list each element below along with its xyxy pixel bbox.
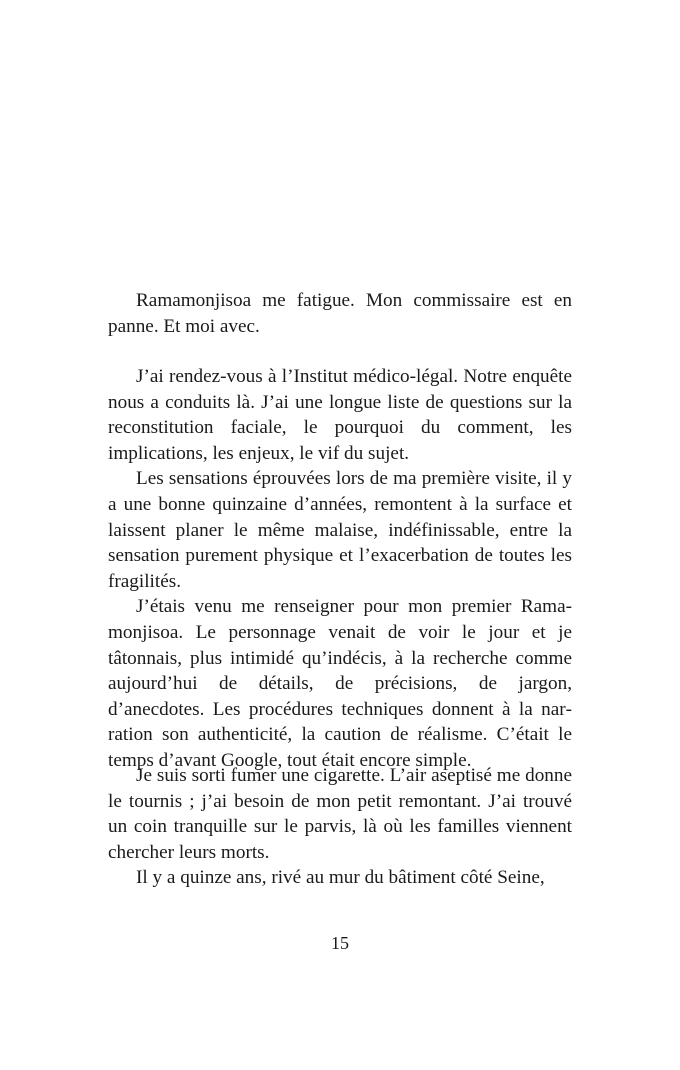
paragraph: J’ai rendez-vous à l’Institut médico-légal. Notre enquête nous a conduits là. J’ai une longue liste de questions sur la reconstitution faciale, le pourquoi du comment, les implications, les enjeux, le vif du sujet. [108,366,572,464]
paragraph: Je suis sorti fumer une cigarette. L’air aseptisé me donne le tournis ; j’ai besoin de mon petit remontant. J’ai trouvé un coin tranquille sur le parvis, là où les familles viennent chercher leurs morts. [108,765,572,863]
text-section-1 [108,288,572,339]
paragraph: Les sensations éprouvées lors de ma première visite, il y a une bonne quinzaine d’années, remontent à la surface et laissent planer le même malaise, indéfinissable, entre la sensation purement physique et l’exacerbation de toutes les fragilités. [108,468,572,592]
paragraph: J’étais venu me renseigner pour mon premier Ramamonjisoa. Le personnage venait de voir le jour et je tâtonnais, plus intimidé qu’indécis, à la recherche comme aujourd’hui de détails, de précisions, de jargon, d’anecdotes. Les procédures techniques donnent à la narration son authenticité, la caution de réalisme. C’était le temps d’avant Google, tout était encore simple. [108,596,572,771]
text-section-3 [108,763,572,891]
paragraph: Il y a quinze ans, rivé au mur du bâtiment côté Seine, [136,867,545,889]
paragraph: Ramamonjisoa me fatigue. Mon commissaire est en panne. Et moi avec. [108,290,572,337]
text-section-2 [108,364,572,774]
page-number: 15 [331,933,349,953]
